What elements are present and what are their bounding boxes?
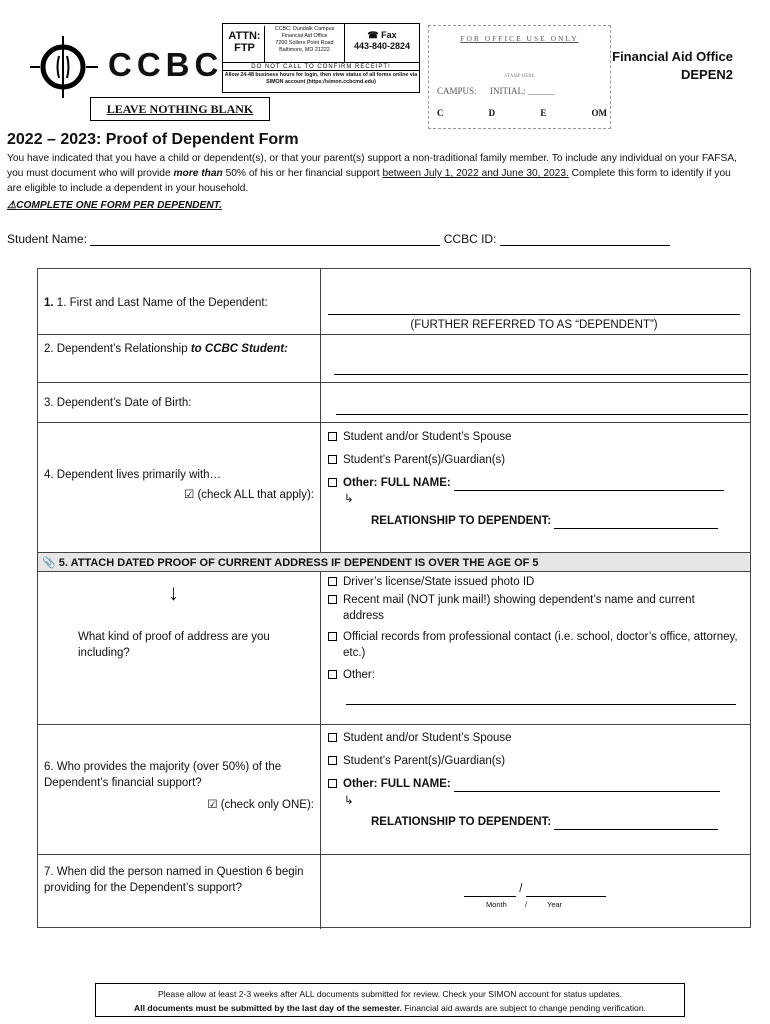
- office-address: CCBC: Dundalk Campus Financial Aid Office 7200 Sollers Point Road Baltimore, MD 21222: [265, 24, 345, 62]
- checkbox[interactable]: [328, 632, 337, 641]
- q6-other-name-field[interactable]: [454, 780, 720, 792]
- q5-option-mail[interactable]: Recent mail (NOT junk mail!) showing dependent’s name and current address: [328, 592, 738, 624]
- checkbox[interactable]: [328, 670, 337, 679]
- q5-option-records[interactable]: Official records from professional contact (i.e. school, doctor’s office, attorney, etc.): [328, 629, 738, 661]
- q4-label: 4. Dependent lives primarily with…: [44, 469, 222, 481]
- warning-icon: ⚠: [7, 200, 17, 211]
- page-title: 2022 – 2023: Proof of Dependent Form: [7, 131, 299, 148]
- q4-relationship: RELATIONSHIP TO DEPENDENT:: [371, 513, 718, 529]
- student-info-row: [7, 232, 747, 246]
- do-not-call-notice: DO NOT CALL TO CONFIRM RECEIPT!: [223, 62, 419, 71]
- attn-box: [222, 23, 420, 93]
- q5-question: What kind of proof of address are you including?: [78, 631, 270, 659]
- q1-label: 1. 1. First and Last Name of the Dependent:: [44, 297, 268, 309]
- office-codes: C D E OM: [437, 108, 607, 118]
- logo-text: CCBC: [108, 46, 224, 83]
- office-use-box: [428, 25, 611, 129]
- attn-label: ATTN: FTP: [225, 26, 265, 62]
- student-name-field[interactable]: [90, 232, 440, 246]
- checkbox[interactable]: [328, 595, 337, 604]
- q5-option-license[interactable]: Driver’s license/State issued photo ID: [328, 574, 738, 590]
- ccbc-logo-mark: [28, 32, 108, 102]
- q6-option-parents[interactable]: Student’s Parent(s)/Guardian(s): [328, 753, 505, 769]
- student-name-label: Student Name:: [7, 232, 88, 246]
- checkbox[interactable]: [328, 733, 337, 742]
- q4-relationship-field[interactable]: [554, 517, 718, 529]
- q6-relationship: RELATIONSHIP TO DEPENDENT:: [371, 814, 718, 830]
- checkbox[interactable]: [328, 432, 337, 441]
- dependent-form-table: [37, 268, 751, 928]
- ccbc-id-label: CCBC ID:: [443, 232, 497, 246]
- q2-label: 2. Dependent’s Relationship to CCBC Student:: [44, 343, 288, 355]
- q4-option-parents[interactable]: Student’s Parent(s)/Guardian(s): [328, 452, 505, 468]
- fax-info: ☎ Fax 443-840-2824: [345, 24, 419, 62]
- q7-date-field[interactable]: /: [464, 881, 606, 897]
- section-5-header: 📎 5. ATTACH DATED PROOF OF CURRENT ADDRESS IF DEPENDENT IS OVER THE AGE OF 5: [38, 552, 750, 572]
- q5-other-field[interactable]: [346, 689, 736, 705]
- arrow-icon: ↳: [344, 493, 354, 505]
- q6-option-other[interactable]: Other: FULL NAME:: [328, 776, 720, 792]
- checkbox[interactable]: [328, 455, 337, 464]
- fax-icon: ☎: [367, 30, 379, 40]
- one-form-notice: ⚠COMPLETE ONE FORM PER DEPENDENT.: [7, 200, 222, 211]
- month-field[interactable]: [464, 885, 516, 897]
- checkbox[interactable]: [328, 779, 337, 788]
- q1-note: (FURTHER REFERRED TO AS “DEPENDENT”): [410, 319, 658, 331]
- q6-check-instruction: ☑ (check only ONE):: [207, 799, 314, 811]
- q4-option-other[interactable]: Other: FULL NAME:: [328, 475, 724, 491]
- year-field[interactable]: [526, 885, 606, 897]
- month-label: Month: [486, 900, 507, 909]
- leave-nothing-blank-banner: LEAVE NOTHING BLANK: [90, 97, 270, 121]
- q4-check-instruction: ☑ (check ALL that apply):: [183, 489, 314, 501]
- q4-other-name-field[interactable]: [454, 479, 724, 491]
- q5-option-other[interactable]: Other:: [328, 667, 375, 683]
- financial-aid-office-heading: Financial Aid Office DEPEN2: [612, 49, 733, 82]
- slash-label: /: [525, 900, 528, 909]
- down-arrow-icon: ↓: [168, 580, 179, 605]
- year-label: Year: [547, 900, 563, 909]
- footer-notice: Please allow at least 2-3 weeks after ALL documents submitted for review. Check your SIMON account for status updates. All documents must be submitted by the last day of the semester. Financial aid awards are subject to change pending verification.: [95, 983, 685, 1017]
- q1-name-field[interactable]: [328, 299, 740, 315]
- office-use-title: FOR OFFICE USE ONLY: [460, 34, 579, 43]
- paperclip-icon: 📎: [42, 557, 56, 569]
- ccbc-id-field[interactable]: [500, 232, 670, 246]
- q3-dob-field[interactable]: [336, 399, 748, 415]
- q2-relationship-field[interactable]: [334, 359, 748, 375]
- allow-hours-notice: Allow 24-48 business hours for login, then view status of all forms online via SIMON account (https://simon.ccbcmd.edu): [224, 72, 418, 85]
- fax-number: 443-840-2824: [353, 41, 411, 51]
- q3-label: 3. Dependent’s Date of Birth:: [44, 397, 192, 409]
- q4-option-spouse[interactable]: Student and/or Student’s Spouse: [328, 429, 512, 445]
- q6-relationship-field[interactable]: [554, 818, 718, 830]
- arrow-icon: ↳: [344, 795, 354, 807]
- q6-label: 6. Who provides the majority (over 50%) of the Dependent’s financial support?: [44, 761, 282, 789]
- stamp-label: STAMP HERE: [504, 74, 535, 79]
- q7-label: 7. When did the person named in Question 6 begin providing for the Dependent’s support?: [44, 866, 304, 894]
- checkbox[interactable]: [328, 577, 337, 586]
- q6-option-spouse[interactable]: Student and/or Student’s Spouse: [328, 730, 512, 746]
- intro-paragraph: You have indicated that you have a child or dependent(s), or that your parent(s) support a non-traditional family member. To include any individual on your FAFSA, you must document who will provide more than 50% of his or her financial support between July 1, 2022 and June 30, 2023. Complete this form to identify if you are eligible to include a dependent in your household.: [7, 153, 737, 194]
- checkbox[interactable]: [328, 756, 337, 765]
- checkbox[interactable]: [328, 478, 337, 487]
- form-code: DEPEN2: [680, 67, 733, 82]
- campus-initial-row: CAMPUS: INITIAL: ______: [437, 86, 555, 96]
